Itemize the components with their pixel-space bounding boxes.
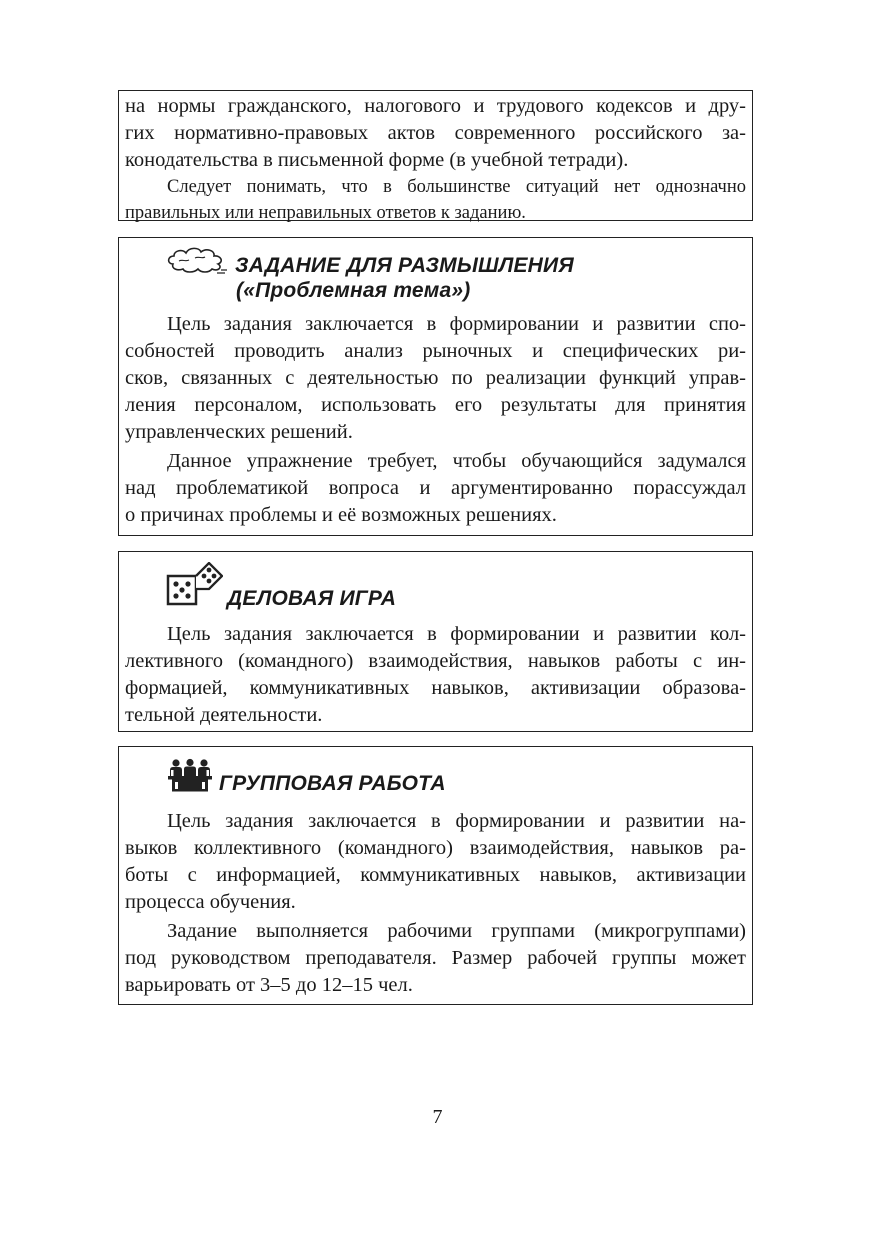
group-work-box: [118, 746, 753, 1005]
reflection-para1-line-1: Цель задания заключается в формировании и развитии спо-: [167, 313, 746, 335]
text-box-intro: [118, 90, 753, 221]
business-game-line-2: лективного (командного) взаимодействия, навыков работы с ин-: [125, 650, 746, 672]
group-work-para1-line-1: Цель задания заключается в формировании и развитии на-: [167, 810, 746, 832]
group-work-para2-line-2: под руководством преподавателя. Размер рабочей группы может: [125, 947, 746, 969]
reflection-para1-line-3: сков, связанных с деятельностью по реализации функций управ-: [125, 367, 746, 389]
reflection-subheading: («Проблемная тема»): [236, 279, 471, 302]
reflection-para1-line-2: собностей проводить анализ рыночных и специфических ри-: [125, 340, 746, 362]
intro-line-2: гих нормативно-правовых актов современного российского за-: [125, 122, 746, 144]
reflection-para2-line-2: над проблематикой вопроса и аргументированно порассуждал: [125, 477, 746, 499]
group-work-para2-line-3: варьировать от 3–5 до 12–15 чел.: [125, 974, 413, 996]
group-work-heading: ГРУППОВАЯ РАБОТА: [219, 772, 446, 795]
business-game-line-4: тельной деятельности.: [125, 704, 323, 726]
reflection-heading: ЗАДАНИЕ ДЛЯ РАЗМЫШЛЕНИЯ: [235, 254, 574, 277]
intro-line-3: конодательства в письменной форме (в учебной тетради).: [125, 149, 629, 171]
group-work-heading-row: [125, 758, 746, 795]
reflection-task-box: [118, 237, 753, 536]
note-line-1: Следует понимать, что в большинстве ситуаций нет однозначно: [167, 177, 746, 197]
business-game-heading-row: [125, 562, 746, 610]
dice-icon: [165, 562, 223, 606]
group-work-para1-line-3: боты с информацией, коммуникативных навыков, активизации: [125, 864, 746, 886]
reflection-para2-line-1: Данное упражнение требует, чтобы обучающийся задумался: [167, 450, 746, 472]
business-game-box: [118, 551, 753, 732]
group-work-para1-line-2: выков коллективного (командного) взаимодействия, навыков ра-: [125, 837, 746, 859]
group-work-para1-line-4: процесса обучения.: [125, 891, 296, 913]
reflection-heading-row: [125, 246, 746, 276]
group-work-para2-line-1: Задание выполняется рабочими группами (микрогруппами): [167, 920, 746, 942]
reflection-para1-line-4: ления персоналом, использовать его результаты для принятия: [125, 394, 746, 416]
reflection-para1-line-5: управленческих решений.: [125, 421, 353, 443]
reflection-para2-line-3: о причинах проблемы и её возможных решениях.: [125, 504, 557, 526]
page-number: 7: [432, 1106, 443, 1128]
intro-line-1: на нормы гражданского, налогового и трудового кодексов и дру-: [125, 95, 746, 117]
note-line-2: правильных или неправильных ответов к заданию.: [125, 203, 526, 223]
cloud-icon: [165, 246, 233, 276]
business-game-line-1: Цель задания заключается в формировании и развитии кол-: [167, 623, 746, 645]
business-game-heading: ДЕЛОВАЯ ИГРА: [227, 587, 397, 610]
group-meeting-icon: [167, 758, 213, 792]
business-game-line-3: формацией, коммуникативных навыков, активизации образова-: [125, 677, 746, 699]
